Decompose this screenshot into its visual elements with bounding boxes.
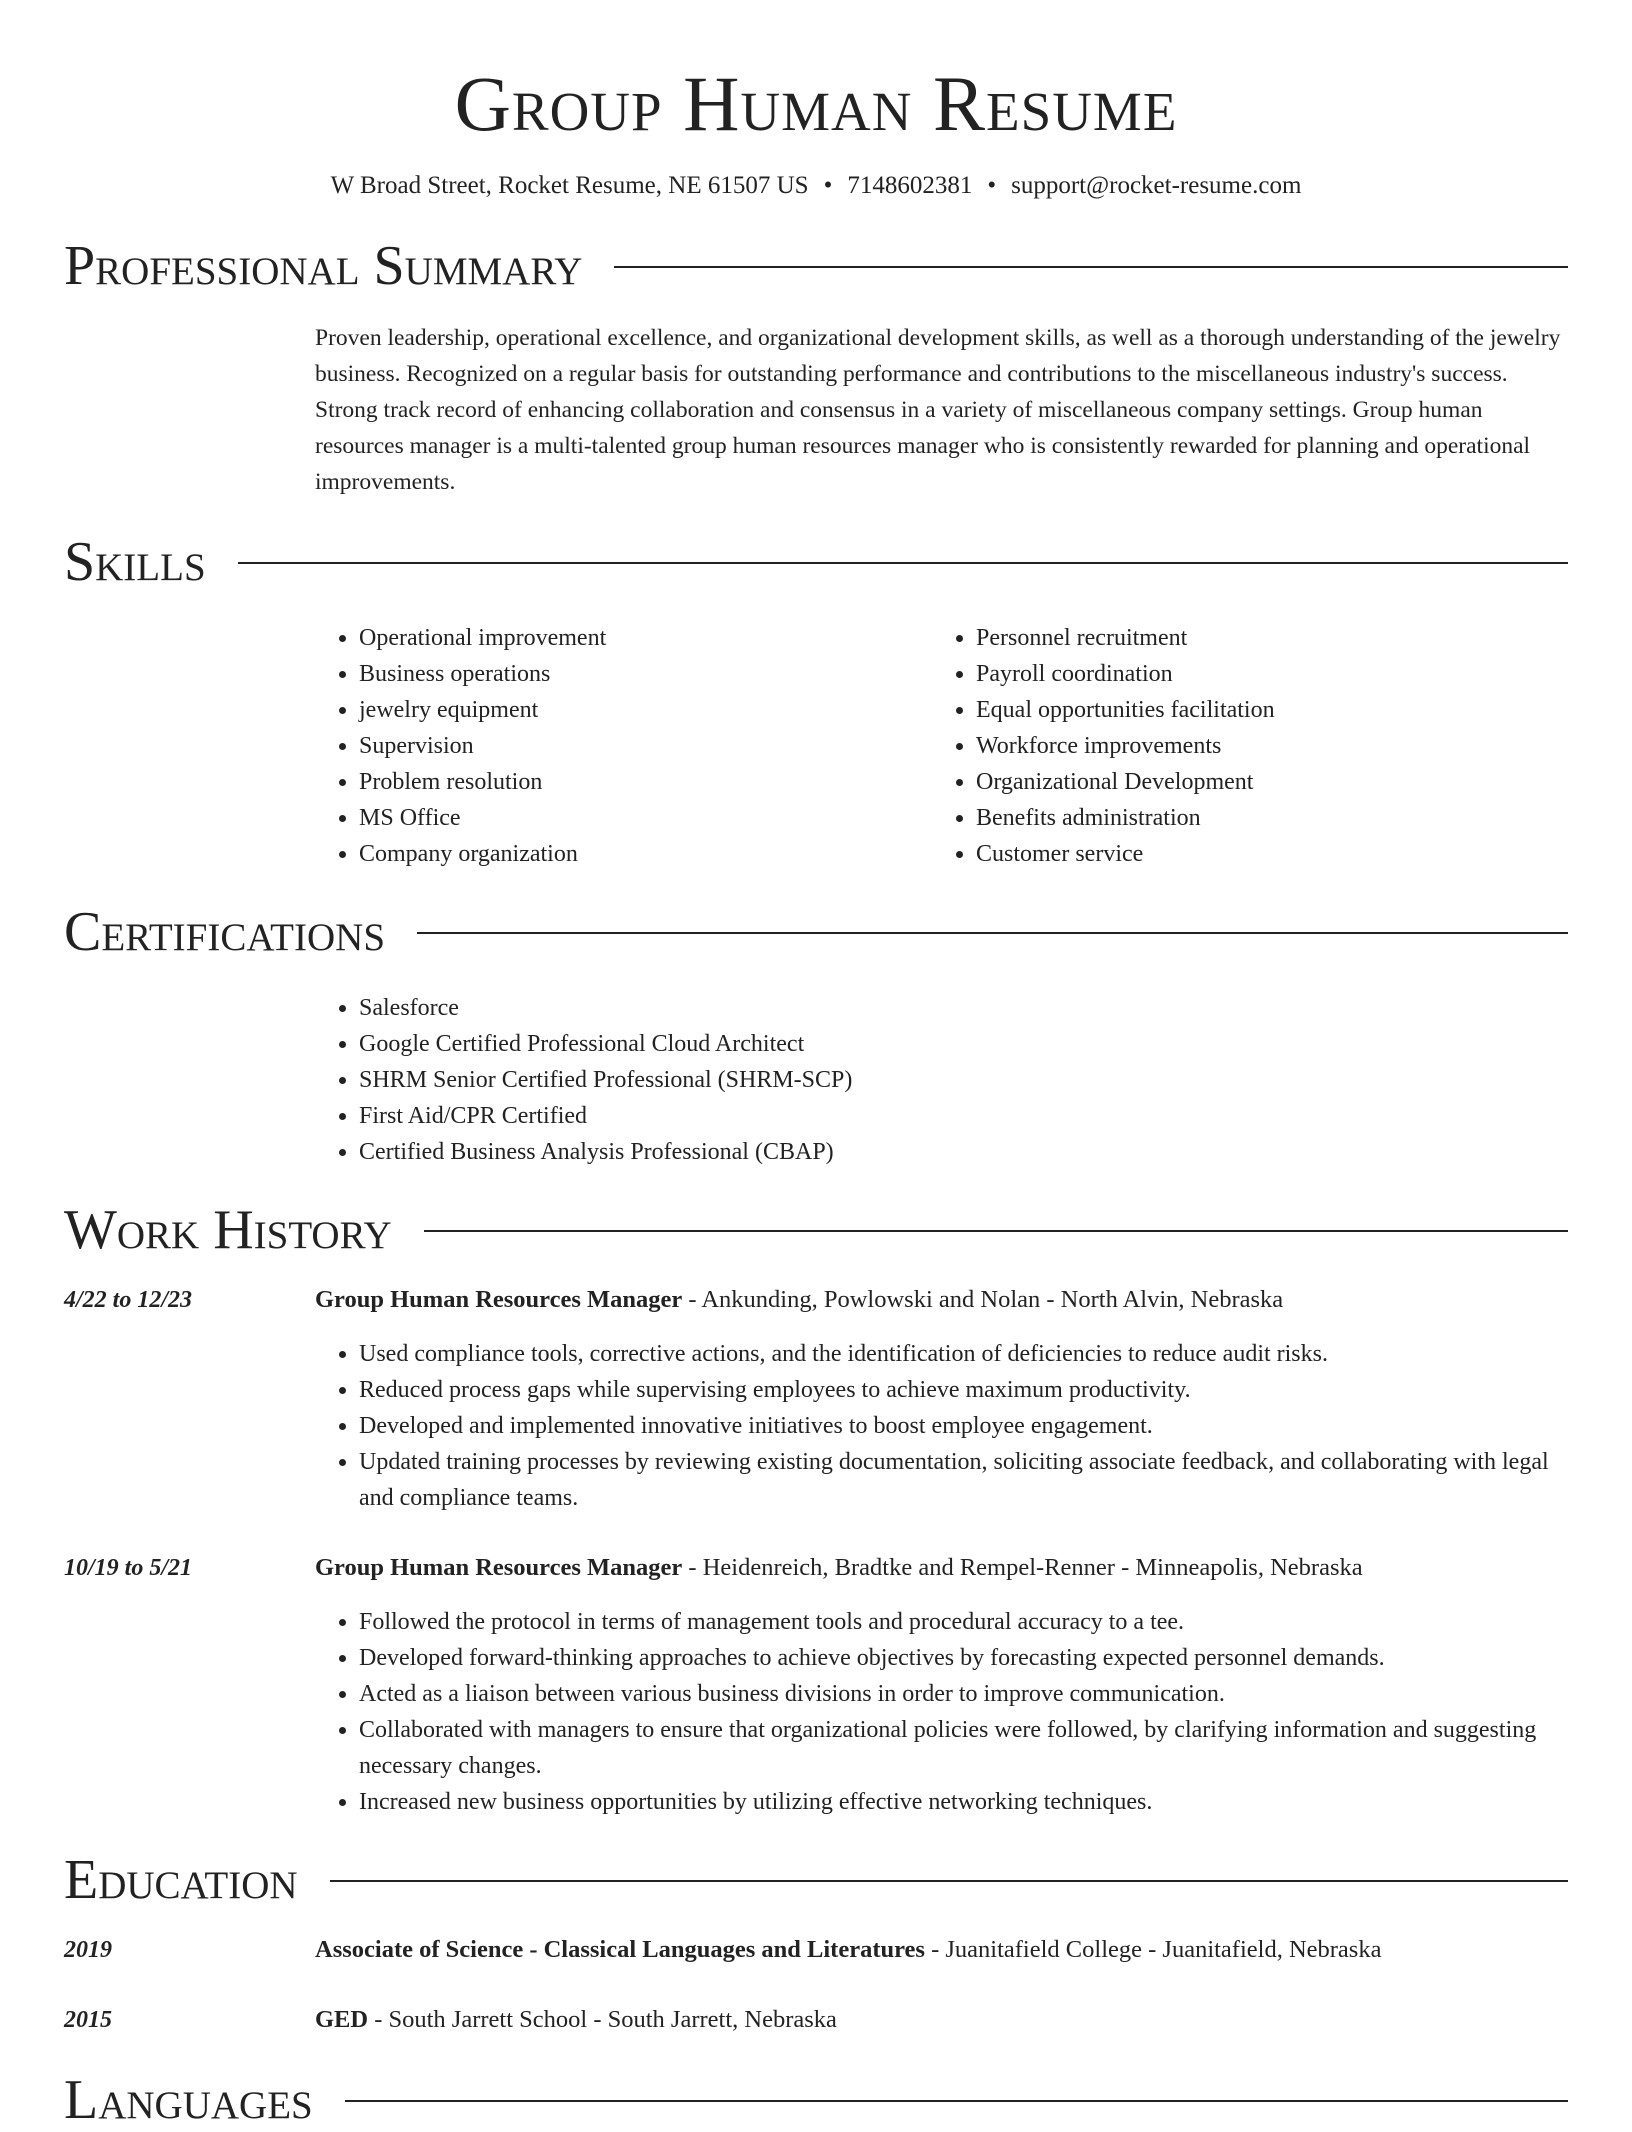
certification-item: • Certified Business Analysis Professional (CBAP) bbox=[359, 1134, 1568, 1170]
job-bullet: • Developed and implemented innovative initiatives to boost employee engagement. bbox=[359, 1408, 1568, 1444]
contact-separator: • bbox=[823, 172, 833, 199]
skill-item: • jewelry equipment bbox=[359, 692, 932, 728]
skill-item: • Equal opportunities facilitation bbox=[976, 692, 1549, 728]
skill-item: • Supervision bbox=[359, 728, 932, 764]
job-details: - Heidenreich, Bradtke and Rempel-Renner - Minneapolis, Nebraska bbox=[682, 1554, 1363, 1581]
section-divider bbox=[417, 932, 1568, 934]
education-year: 2019 bbox=[64, 1937, 112, 1963]
job-title-line bbox=[315, 1550, 1363, 1586]
work-section-header bbox=[64, 1198, 1568, 1262]
skills-column-right bbox=[932, 620, 1549, 872]
job-entry bbox=[64, 1282, 1568, 1516]
job-bullet: • Developed forward-thinking approaches to achieve objectives by forecasting expected personnel demands. bbox=[359, 1640, 1568, 1676]
resume-page bbox=[64, 0, 1568, 2132]
contact-address: W Broad Street, Rocket Resume, NE 61507 US bbox=[330, 172, 809, 199]
certifications-list bbox=[315, 990, 1568, 1170]
contact-phone: 7148602381 bbox=[847, 172, 973, 199]
certifications-section-title: Certifications bbox=[64, 901, 386, 963]
skill-item: • Workforce improvements bbox=[976, 728, 1549, 764]
certification-item: • Google Certified Professional Cloud Architect bbox=[359, 1026, 1568, 1062]
job-bullet: • Collaborated with managers to ensure that organizational policies were followed, by clarifying information and suggesting necessary changes. bbox=[359, 1712, 1568, 1784]
job-dates: 10/19 to 5/21 bbox=[64, 1555, 193, 1581]
education-line bbox=[315, 2002, 837, 2038]
job-header bbox=[64, 1550, 1568, 1586]
skill-item: • Problem resolution bbox=[359, 764, 932, 800]
job-bullet: • Updated training processes by reviewing existing documentation, soliciting associate feedback, and collaborating with legal and compliance teams. bbox=[359, 1444, 1568, 1516]
summary-text: Proven leadership, operational excellence, and organizational development skills, as well as a thorough understanding of the jewelry business. Recognized on a regular basis for outstanding performance and contributions to the miscellaneous industry's success. Strong track record of enhancing collaboration and consensus in a variety of miscellaneous company settings. Group human resources manager is a multi-talented group human resources manager who is consistently rewarded for planning and operational improvements. bbox=[315, 325, 1561, 495]
section-divider bbox=[424, 1230, 1568, 1232]
job-bullet: • Reduced process gaps while supervising employees to achieve maximum productivity. bbox=[359, 1372, 1568, 1408]
skills-column-left bbox=[315, 620, 932, 872]
skills-section-header bbox=[64, 530, 1568, 594]
job-position: Group Human Resources Manager bbox=[315, 1286, 683, 1313]
education-section-header bbox=[64, 1848, 1568, 1912]
education-degree: GED bbox=[315, 2006, 369, 2033]
summary-section-header bbox=[64, 234, 1568, 298]
education-degree: Associate of Science - Classical Languages and Literatures bbox=[315, 1936, 925, 1963]
job-bullets bbox=[315, 1604, 1568, 1820]
skill-item: • Operational improvement bbox=[359, 620, 932, 656]
skill-item: • Business operations bbox=[359, 656, 932, 692]
certification-item: • First Aid/CPR Certified bbox=[359, 1098, 1568, 1134]
job-bullet: • Increased new business opportunities by utilizing effective networking techniques. bbox=[359, 1784, 1568, 1820]
job-dates: 4/22 to 12/23 bbox=[64, 1287, 193, 1313]
resume-name: Group Human Resume bbox=[454, 60, 1178, 147]
education-entry bbox=[64, 2002, 1568, 2038]
languages-section-title: Languages bbox=[64, 2069, 313, 2131]
job-position: Group Human Resources Manager bbox=[315, 1554, 683, 1581]
skill-item: • Customer service bbox=[976, 836, 1549, 872]
section-divider bbox=[330, 1880, 1568, 1882]
certification-item: • SHRM Senior Certified Professional (SHRM-SCP) bbox=[359, 1062, 1568, 1098]
education-details: - South Jarrett School - South Jarrett, Nebraska bbox=[368, 2006, 837, 2033]
skill-item: • Benefits administration bbox=[976, 800, 1549, 836]
education-entry bbox=[64, 1932, 1568, 1968]
section-divider bbox=[345, 2100, 1568, 2102]
job-header bbox=[64, 1282, 1568, 1318]
job-entry bbox=[64, 1550, 1568, 1820]
contact-email: support@rocket-resume.com bbox=[1011, 172, 1302, 199]
job-bullet: • Acted as a liaison between various business divisions in order to improve communication. bbox=[359, 1676, 1568, 1712]
job-bullets bbox=[315, 1336, 1568, 1516]
certification-item: • Salesforce bbox=[359, 990, 1568, 1026]
work-section-title: Work History bbox=[64, 1199, 392, 1261]
skill-item: • MS Office bbox=[359, 800, 932, 836]
education-year: 2015 bbox=[64, 2007, 112, 2033]
certifications-section-header bbox=[64, 900, 1568, 964]
education-details: - Juanitafield College - Juanitafield, Nebraska bbox=[924, 1936, 1382, 1963]
skill-item: • Company organization bbox=[359, 836, 932, 872]
languages-section-header bbox=[64, 2068, 1568, 2132]
section-divider bbox=[614, 266, 1568, 268]
contact-separator: • bbox=[987, 172, 997, 199]
job-title-line bbox=[315, 1282, 1283, 1318]
job-bullet: • Followed the protocol in terms of management tools and procedural accuracy to a tee. bbox=[359, 1604, 1568, 1640]
job-bullet: • Used compliance tools, corrective actions, and the identification of deficiencies to reduce audit risks. bbox=[359, 1336, 1568, 1372]
contact-line bbox=[64, 170, 1568, 202]
section-divider bbox=[238, 562, 1568, 564]
skill-item: • Personnel recruitment bbox=[976, 620, 1549, 656]
education-section-title: Education bbox=[64, 1849, 298, 1911]
skills-section-title: Skills bbox=[64, 531, 206, 593]
skills-grid bbox=[315, 620, 1568, 872]
job-details: - Ankunding, Powlowski and Nolan - North Alvin, Nebraska bbox=[682, 1286, 1284, 1313]
skill-item: • Organizational Development bbox=[976, 764, 1549, 800]
skill-item: • Payroll coordination bbox=[976, 656, 1549, 692]
summary-section-title: Professional Summary bbox=[64, 235, 583, 297]
education-line bbox=[315, 1932, 1381, 1968]
